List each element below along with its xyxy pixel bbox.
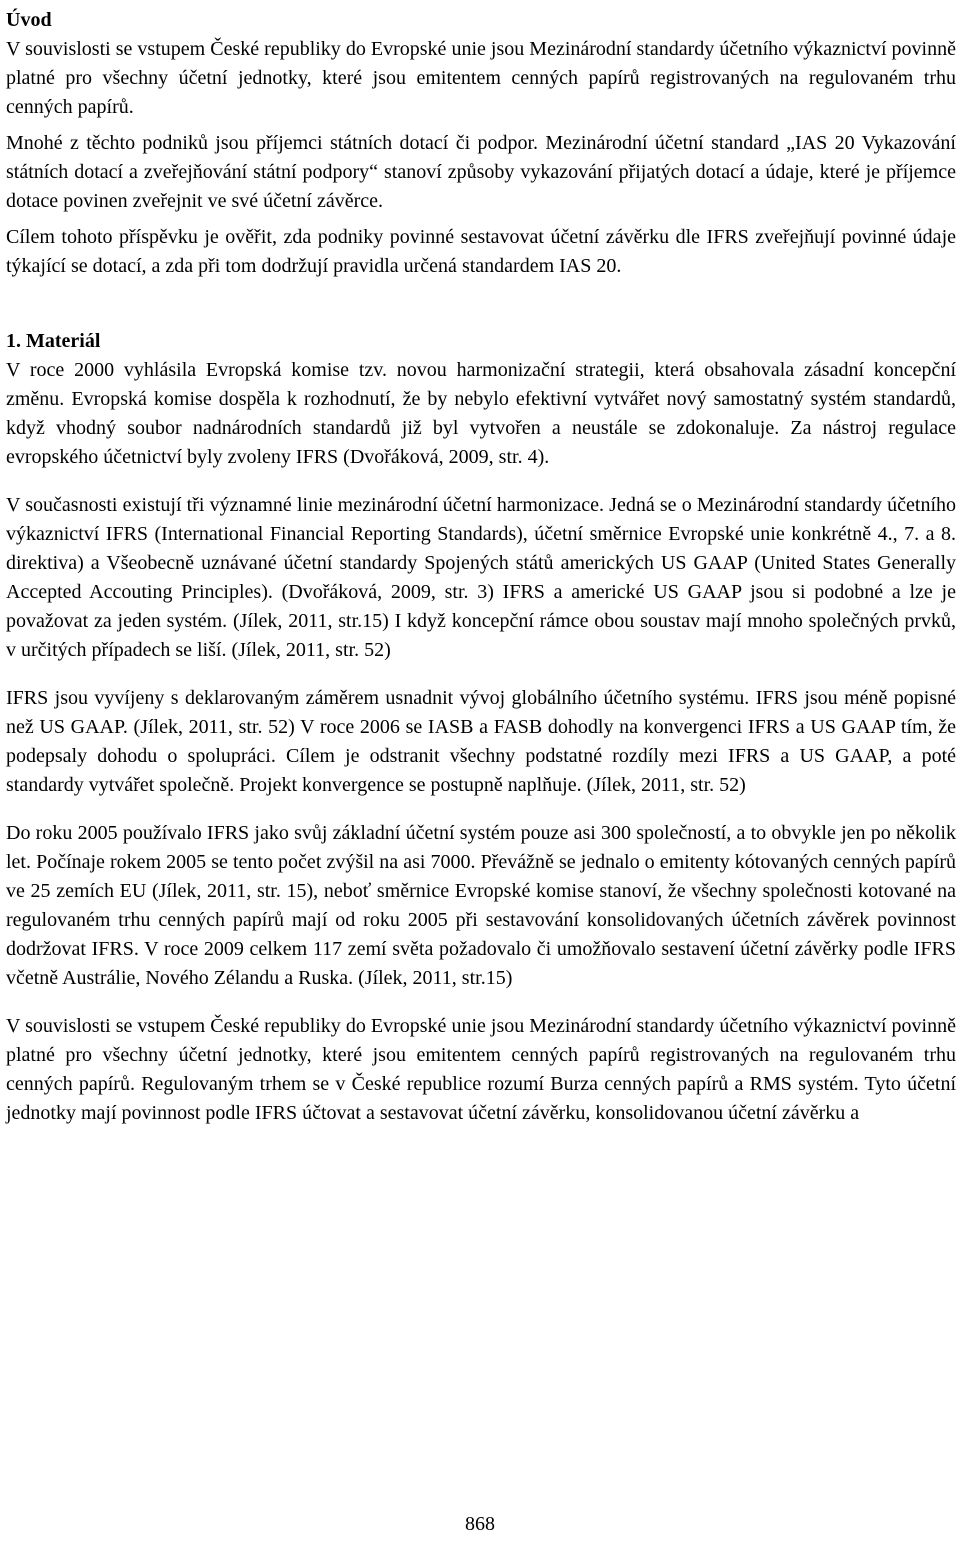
section-paragraph-3: IFRS jsou vyvíjeny s deklarovaným záměrem usnadnit vývoj globálního účetního systému. IFRS jsou méně popisné než US GAAP. (Jílek, 2011, str. 52) V roce 2006 se IASB a FASB dohodly na konvergenci IFRS a US GAAP tím, že podepsaly dohodu o spolupráci. Cílem je odstranit všechny podstatné rozdíly mezi IFRS a US GAAP, a poté standardy vytvářet společně. Projekt konvergence se postupně naplňuje. (Jílek, 2011, str. 52): [6, 687, 956, 796]
intro-paragraph-1: V souvislosti se vstupem České republiky do Evropské unie jsou Mezinárodní standardy účetního výkaznictví povinně platné pro všechny účetní jednotky, které jsou emitentem cenných papírů registrovaných na regulovaném trhu cenných papírů.: [6, 38, 956, 118]
section-heading-material: 1. Materiál: [6, 330, 101, 352]
intro-heading: Úvod: [6, 9, 52, 31]
section-paragraph-1: V roce 2000 vyhlásila Evropská komise tzv. novou harmonizační strategii, která obsahovala zásadní koncepční změnu. Evropská komise dospěla k rozhodnutí, že by nebylo efektivní vytvářet nový samostatný systém standardů, když vhodný soubor nadnárodních standardů již byl vytvořen a neustále se zdokonaluje. Za nástroj regulace evropského účetnictví byly zvoleny IFRS (Dvořáková, 2009, str. 4).: [6, 359, 956, 468]
section-paragraph-5: V souvislosti se vstupem České republiky do Evropské unie jsou Mezinárodní standardy účetního výkaznictví povinně platné pro všechny účetní jednotky, které jsou emitentem cenných papírů registrovaných na regulovaném trhu cenných papírů. Regulovaným trhem se v České republice rozumí Burza cenných papírů a RMS systém. Tyto účetní jednotky mají povinnost podle IFRS účtovat a sestavovat účetní závěrku, konsolidovanou účetní závěrku a: [6, 1015, 956, 1124]
intro-paragraph-3: Cílem tohoto příspěvku je ověřit, zda podniky povinné sestavovat účetní závěrku dle IFRS zveřejňují povinné údaje týkající se dotací, a zda při tom dodržují pravidla určená standardem IAS 20.: [6, 226, 956, 277]
intro-paragraph-2: Mnohé z těchto podniků jsou příjemci státních dotací či podpor. Mezinárodní účetní standard „IAS 20 Vykazování státních dotací a zveřejňování státní podpory“ stanoví způsoby vykazování přijatých dotací a údaje, které je příjemce dotace povinen zveřejnit ve své účetní závěrce.: [6, 132, 956, 212]
section-paragraph-4: Do roku 2005 používalo IFRS jako svůj základní účetní systém pouze asi 300 společností, a to obvykle jen po několik let. Počínaje rokem 2005 se tento počet zvýšil na asi 7000. Převážně se jednalo o emitenty kótovaných cenných papírů ve 25 zemích EU (Jílek, 2011, str. 15), neboť směrnice Evropské komise stanoví, že všechny společnosti kotované na regulovaném trhu cenných papírů mají od roku 2005 při sestavování konsolidovaných účetních závěrek povinnost dodržovat IFRS. V roce 2009 celkem 117 zemí světa požadovalo či umožňovalo sestavení účetní závěrky podle IFRS včetně Austrálie, Nového Zélandu a Ruska. (Jílek, 2011, str.15): [6, 822, 956, 989]
section-paragraph-2: V současnosti existují tři významné linie mezinárodní účetní harmonizace. Jedná se o Mezinárodní standardy účetního výkaznictví IFRS (International Financial Reporting Standards), účetní směrnice Evropské unie konkrétně 4., 7. a 8. direktiva) a Všeobecně uznávané účetní standardy Spojených států amerických US GAAP (United States Generally Accepted Accouting Principles). (Dvořáková, 2009, str. 3) IFRS a americké US GAAP jsou si podobné a lze je považovat za jeden systém. (Jílek, 2011, str.15) I když koncepční rámce obou soustav mají mnoho společných prvků, v určitých případech se liší. (Jílek, 2011, str. 52): [6, 494, 956, 661]
page-number: 868: [465, 1513, 495, 1535]
